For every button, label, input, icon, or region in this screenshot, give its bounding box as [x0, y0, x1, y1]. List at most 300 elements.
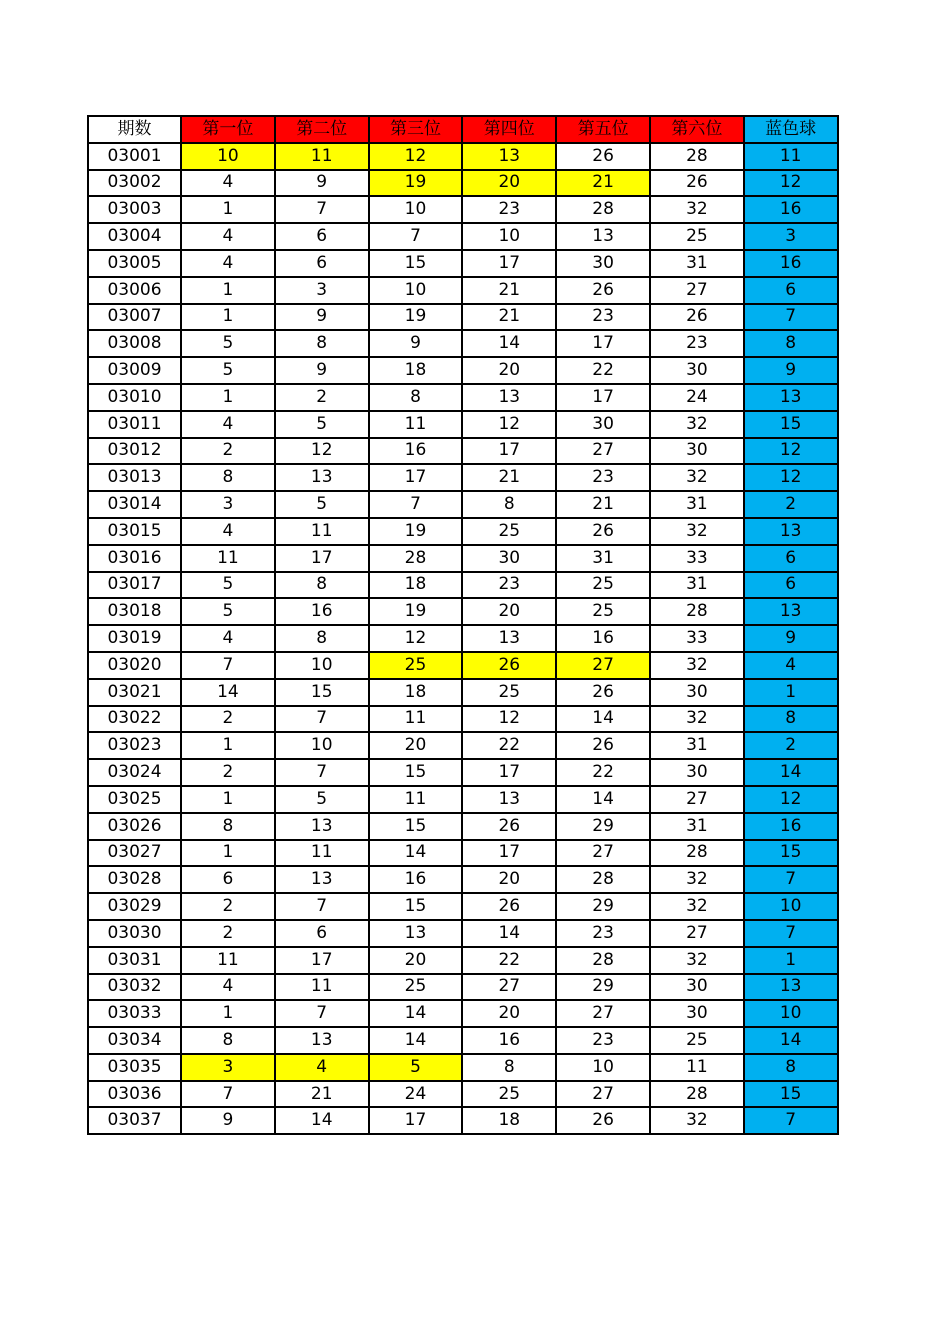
position-1-cell: 1	[181, 304, 275, 331]
position-5-cell: 27	[556, 1081, 650, 1108]
position-6-cell: 32	[650, 652, 744, 679]
position-3-cell: 24	[369, 1081, 463, 1108]
position-3-cell: 15	[369, 893, 463, 920]
position-5-cell: 29	[556, 893, 650, 920]
position-5-cell: 29	[556, 974, 650, 1001]
table-row	[88, 1107, 838, 1134]
position-6-cell: 32	[650, 893, 744, 920]
blue-ball-cell: 15	[744, 411, 838, 438]
position-5-cell: 26	[556, 679, 650, 706]
position-3-cell: 20	[369, 732, 463, 759]
blue-ball-cell: 15	[744, 1081, 838, 1108]
position-5-cell: 27	[556, 438, 650, 465]
issue-cell: 03034	[88, 1027, 181, 1054]
position-2-cell: 4	[275, 1054, 369, 1081]
position-2-cell: 9	[275, 357, 369, 384]
position-6-cell: 30	[650, 1000, 744, 1027]
table-row	[88, 598, 838, 625]
blue-ball-cell: 9	[744, 625, 838, 652]
position-3-cell: 18	[369, 357, 463, 384]
table-row	[88, 545, 838, 572]
position-1-cell: 7	[181, 652, 275, 679]
header-position-4: 第四位	[462, 116, 556, 143]
position-5-cell: 25	[556, 598, 650, 625]
header-row	[88, 116, 838, 143]
position-2-cell: 12	[275, 438, 369, 465]
position-1-cell: 1	[181, 196, 275, 223]
position-3-cell: 9	[369, 330, 463, 357]
position-4-cell: 21	[462, 277, 556, 304]
issue-cell: 03029	[88, 893, 181, 920]
blue-ball-cell: 6	[744, 545, 838, 572]
issue-cell: 03018	[88, 598, 181, 625]
position-2-cell: 7	[275, 706, 369, 733]
position-3-cell: 11	[369, 411, 463, 438]
issue-cell: 03008	[88, 330, 181, 357]
position-2-cell: 8	[275, 572, 369, 599]
blue-ball-cell: 7	[744, 866, 838, 893]
blue-ball-cell: 16	[744, 813, 838, 840]
position-5-cell: 22	[556, 759, 650, 786]
table-row	[88, 706, 838, 733]
table-row	[88, 277, 838, 304]
issue-cell: 03031	[88, 947, 181, 974]
position-5-cell: 21	[556, 491, 650, 518]
position-4-cell: 23	[462, 196, 556, 223]
position-4-cell: 20	[462, 866, 556, 893]
blue-ball-cell: 4	[744, 652, 838, 679]
position-1-cell: 5	[181, 357, 275, 384]
table-row	[88, 464, 838, 491]
position-2-cell: 5	[275, 491, 369, 518]
position-3-cell: 14	[369, 840, 463, 867]
position-3-cell: 18	[369, 572, 463, 599]
position-5-cell: 31	[556, 545, 650, 572]
issue-cell: 03012	[88, 438, 181, 465]
position-6-cell: 30	[650, 974, 744, 1001]
issue-cell: 03026	[88, 813, 181, 840]
table-row	[88, 491, 838, 518]
table-row	[88, 223, 838, 250]
position-5-cell: 26	[556, 1107, 650, 1134]
position-6-cell: 26	[650, 304, 744, 331]
blue-ball-cell: 7	[744, 304, 838, 331]
lottery-draw-table	[87, 115, 839, 1135]
position-4-cell: 22	[462, 732, 556, 759]
table-row	[88, 518, 838, 545]
position-3-cell: 18	[369, 679, 463, 706]
position-6-cell: 28	[650, 1081, 744, 1108]
blue-ball-cell: 7	[744, 920, 838, 947]
table-row	[88, 170, 838, 197]
blue-ball-cell: 9	[744, 357, 838, 384]
position-4-cell: 20	[462, 598, 556, 625]
position-5-cell: 29	[556, 813, 650, 840]
position-4-cell: 21	[462, 464, 556, 491]
position-2-cell: 16	[275, 598, 369, 625]
position-4-cell: 8	[462, 1054, 556, 1081]
position-1-cell: 5	[181, 330, 275, 357]
position-2-cell: 7	[275, 759, 369, 786]
issue-cell: 03020	[88, 652, 181, 679]
blue-ball-cell: 1	[744, 947, 838, 974]
position-1-cell: 8	[181, 1027, 275, 1054]
position-4-cell: 13	[462, 384, 556, 411]
table-row	[88, 893, 838, 920]
position-1-cell: 4	[181, 518, 275, 545]
issue-cell: 03017	[88, 572, 181, 599]
position-4-cell: 8	[462, 491, 556, 518]
blue-ball-cell: 12	[744, 786, 838, 813]
table-row	[88, 143, 838, 170]
position-6-cell: 31	[650, 732, 744, 759]
issue-cell: 03004	[88, 223, 181, 250]
issue-cell: 03036	[88, 1081, 181, 1108]
blue-ball-cell: 12	[744, 438, 838, 465]
position-6-cell: 25	[650, 1027, 744, 1054]
position-4-cell: 20	[462, 170, 556, 197]
position-2-cell: 11	[275, 840, 369, 867]
issue-cell: 03024	[88, 759, 181, 786]
table-row	[88, 840, 838, 867]
position-3-cell: 7	[369, 223, 463, 250]
position-6-cell: 31	[650, 250, 744, 277]
position-1-cell: 2	[181, 706, 275, 733]
position-6-cell: 30	[650, 759, 744, 786]
position-4-cell: 14	[462, 920, 556, 947]
position-2-cell: 6	[275, 223, 369, 250]
position-5-cell: 17	[556, 384, 650, 411]
position-2-cell: 7	[275, 1000, 369, 1027]
table-row	[88, 438, 838, 465]
position-5-cell: 27	[556, 1000, 650, 1027]
position-6-cell: 32	[650, 411, 744, 438]
position-6-cell: 27	[650, 786, 744, 813]
table-row	[88, 866, 838, 893]
position-2-cell: 2	[275, 384, 369, 411]
table-row	[88, 411, 838, 438]
issue-cell: 03035	[88, 1054, 181, 1081]
position-4-cell: 12	[462, 706, 556, 733]
position-3-cell: 7	[369, 491, 463, 518]
position-5-cell: 14	[556, 786, 650, 813]
header-position-5: 第五位	[556, 116, 650, 143]
issue-cell: 03005	[88, 250, 181, 277]
blue-ball-cell: 10	[744, 1000, 838, 1027]
position-6-cell: 27	[650, 920, 744, 947]
table-row	[88, 813, 838, 840]
position-6-cell: 32	[650, 1107, 744, 1134]
position-6-cell: 33	[650, 545, 744, 572]
position-1-cell: 1	[181, 786, 275, 813]
header-blue-ball: 蓝色球	[744, 116, 838, 143]
position-1-cell: 10	[181, 143, 275, 170]
blue-ball-cell: 13	[744, 384, 838, 411]
position-6-cell: 24	[650, 384, 744, 411]
position-4-cell: 26	[462, 893, 556, 920]
position-4-cell: 14	[462, 330, 556, 357]
position-3-cell: 12	[369, 143, 463, 170]
position-6-cell: 25	[650, 223, 744, 250]
position-6-cell: 26	[650, 170, 744, 197]
table-row	[88, 974, 838, 1001]
blue-ball-cell: 8	[744, 706, 838, 733]
position-6-cell: 27	[650, 277, 744, 304]
issue-cell: 03006	[88, 277, 181, 304]
blue-ball-cell: 8	[744, 1054, 838, 1081]
position-5-cell: 26	[556, 518, 650, 545]
position-4-cell: 26	[462, 652, 556, 679]
issue-cell: 03016	[88, 545, 181, 572]
position-2-cell: 13	[275, 1027, 369, 1054]
blue-ball-cell: 12	[744, 464, 838, 491]
position-5-cell: 14	[556, 706, 650, 733]
blue-ball-cell: 13	[744, 518, 838, 545]
header-position-6: 第六位	[650, 116, 744, 143]
position-2-cell: 5	[275, 786, 369, 813]
blue-ball-cell: 14	[744, 759, 838, 786]
position-4-cell: 26	[462, 813, 556, 840]
header-issue: 期数	[88, 116, 181, 143]
position-3-cell: 12	[369, 625, 463, 652]
issue-cell: 03025	[88, 786, 181, 813]
position-6-cell: 31	[650, 491, 744, 518]
position-5-cell: 26	[556, 277, 650, 304]
table-row	[88, 732, 838, 759]
position-4-cell: 22	[462, 947, 556, 974]
blue-ball-cell: 8	[744, 330, 838, 357]
table-row	[88, 572, 838, 599]
position-3-cell: 8	[369, 384, 463, 411]
position-4-cell: 21	[462, 304, 556, 331]
position-3-cell: 15	[369, 759, 463, 786]
blue-ball-cell: 6	[744, 572, 838, 599]
position-6-cell: 32	[650, 866, 744, 893]
table-row	[88, 384, 838, 411]
position-1-cell: 5	[181, 598, 275, 625]
position-6-cell: 30	[650, 679, 744, 706]
position-2-cell: 11	[275, 518, 369, 545]
position-3-cell: 15	[369, 813, 463, 840]
position-4-cell: 13	[462, 625, 556, 652]
position-6-cell: 30	[650, 438, 744, 465]
position-3-cell: 19	[369, 170, 463, 197]
issue-cell: 03007	[88, 304, 181, 331]
position-2-cell: 13	[275, 813, 369, 840]
position-2-cell: 13	[275, 464, 369, 491]
issue-cell: 03001	[88, 143, 181, 170]
position-1-cell: 2	[181, 438, 275, 465]
table-row	[88, 679, 838, 706]
position-1-cell: 14	[181, 679, 275, 706]
position-4-cell: 17	[462, 840, 556, 867]
position-1-cell: 5	[181, 572, 275, 599]
position-2-cell: 7	[275, 893, 369, 920]
position-5-cell: 28	[556, 947, 650, 974]
table-row	[88, 1027, 838, 1054]
position-4-cell: 25	[462, 1081, 556, 1108]
position-4-cell: 13	[462, 143, 556, 170]
position-6-cell: 28	[650, 598, 744, 625]
position-3-cell: 20	[369, 947, 463, 974]
position-2-cell: 17	[275, 947, 369, 974]
position-3-cell: 11	[369, 706, 463, 733]
position-1-cell: 7	[181, 1081, 275, 1108]
position-1-cell: 1	[181, 1000, 275, 1027]
table-row	[88, 1054, 838, 1081]
position-6-cell: 28	[650, 840, 744, 867]
position-4-cell: 17	[462, 250, 556, 277]
position-3-cell: 28	[369, 545, 463, 572]
position-6-cell: 28	[650, 143, 744, 170]
blue-ball-cell: 14	[744, 1027, 838, 1054]
issue-cell: 03023	[88, 732, 181, 759]
position-5-cell: 25	[556, 572, 650, 599]
position-6-cell: 32	[650, 196, 744, 223]
issue-cell: 03014	[88, 491, 181, 518]
position-1-cell: 11	[181, 947, 275, 974]
position-6-cell: 32	[650, 464, 744, 491]
position-3-cell: 14	[369, 1027, 463, 1054]
position-6-cell: 31	[650, 813, 744, 840]
position-1-cell: 6	[181, 866, 275, 893]
table-row	[88, 786, 838, 813]
position-3-cell: 25	[369, 974, 463, 1001]
position-2-cell: 11	[275, 974, 369, 1001]
position-2-cell: 17	[275, 545, 369, 572]
position-2-cell: 21	[275, 1081, 369, 1108]
position-2-cell: 9	[275, 304, 369, 331]
position-3-cell: 17	[369, 1107, 463, 1134]
position-4-cell: 20	[462, 357, 556, 384]
header-position-2: 第二位	[275, 116, 369, 143]
issue-cell: 03013	[88, 464, 181, 491]
position-1-cell: 1	[181, 840, 275, 867]
position-4-cell: 30	[462, 545, 556, 572]
position-5-cell: 27	[556, 652, 650, 679]
position-1-cell: 2	[181, 920, 275, 947]
position-6-cell: 23	[650, 330, 744, 357]
issue-cell: 03037	[88, 1107, 181, 1134]
position-2-cell: 6	[275, 250, 369, 277]
position-3-cell: 19	[369, 304, 463, 331]
position-5-cell: 23	[556, 304, 650, 331]
position-2-cell: 5	[275, 411, 369, 438]
position-2-cell: 8	[275, 625, 369, 652]
position-4-cell: 23	[462, 572, 556, 599]
issue-cell: 03032	[88, 974, 181, 1001]
position-5-cell: 26	[556, 143, 650, 170]
position-3-cell: 11	[369, 786, 463, 813]
position-4-cell: 25	[462, 518, 556, 545]
blue-ball-cell: 13	[744, 598, 838, 625]
position-6-cell: 32	[650, 947, 744, 974]
position-1-cell: 4	[181, 170, 275, 197]
position-2-cell: 14	[275, 1107, 369, 1134]
position-1-cell: 8	[181, 464, 275, 491]
position-5-cell: 22	[556, 357, 650, 384]
blue-ball-cell: 7	[744, 1107, 838, 1134]
position-5-cell: 26	[556, 732, 650, 759]
table-body	[88, 143, 838, 1134]
blue-ball-cell: 12	[744, 170, 838, 197]
position-3-cell: 17	[369, 464, 463, 491]
blue-ball-cell: 1	[744, 679, 838, 706]
position-4-cell: 12	[462, 411, 556, 438]
position-5-cell: 23	[556, 920, 650, 947]
blue-ball-cell: 6	[744, 277, 838, 304]
blue-ball-cell: 3	[744, 223, 838, 250]
position-6-cell: 31	[650, 572, 744, 599]
position-1-cell: 9	[181, 1107, 275, 1134]
position-1-cell: 1	[181, 732, 275, 759]
position-5-cell: 16	[556, 625, 650, 652]
position-1-cell: 2	[181, 893, 275, 920]
position-3-cell: 13	[369, 920, 463, 947]
position-3-cell: 16	[369, 866, 463, 893]
position-5-cell: 13	[556, 223, 650, 250]
position-1-cell: 4	[181, 625, 275, 652]
header-position-3: 第三位	[369, 116, 463, 143]
issue-cell: 03030	[88, 920, 181, 947]
position-5-cell: 30	[556, 250, 650, 277]
issue-cell: 03002	[88, 170, 181, 197]
position-2-cell: 7	[275, 196, 369, 223]
table-row	[88, 250, 838, 277]
position-3-cell: 10	[369, 277, 463, 304]
position-4-cell: 17	[462, 759, 556, 786]
table-row	[88, 652, 838, 679]
position-3-cell: 16	[369, 438, 463, 465]
position-3-cell: 15	[369, 250, 463, 277]
position-1-cell: 3	[181, 1054, 275, 1081]
position-4-cell: 17	[462, 438, 556, 465]
table-row	[88, 357, 838, 384]
position-4-cell: 25	[462, 679, 556, 706]
position-5-cell: 17	[556, 330, 650, 357]
blue-ball-cell: 11	[744, 143, 838, 170]
blue-ball-cell: 16	[744, 250, 838, 277]
position-5-cell: 28	[556, 196, 650, 223]
position-4-cell: 16	[462, 1027, 556, 1054]
position-2-cell: 9	[275, 170, 369, 197]
position-4-cell: 10	[462, 223, 556, 250]
position-6-cell: 32	[650, 706, 744, 733]
issue-cell: 03011	[88, 411, 181, 438]
position-1-cell: 11	[181, 545, 275, 572]
issue-cell: 03022	[88, 706, 181, 733]
position-2-cell: 13	[275, 866, 369, 893]
table-row	[88, 330, 838, 357]
blue-ball-cell: 2	[744, 491, 838, 518]
position-2-cell: 10	[275, 652, 369, 679]
position-1-cell: 8	[181, 813, 275, 840]
table-row	[88, 1000, 838, 1027]
table-row	[88, 947, 838, 974]
table-row	[88, 920, 838, 947]
position-5-cell: 21	[556, 170, 650, 197]
position-1-cell: 3	[181, 491, 275, 518]
position-4-cell: 18	[462, 1107, 556, 1134]
position-3-cell: 10	[369, 196, 463, 223]
table-row	[88, 304, 838, 331]
position-5-cell: 23	[556, 464, 650, 491]
position-2-cell: 6	[275, 920, 369, 947]
position-5-cell: 10	[556, 1054, 650, 1081]
position-6-cell: 30	[650, 357, 744, 384]
position-5-cell: 28	[556, 866, 650, 893]
position-4-cell: 27	[462, 974, 556, 1001]
